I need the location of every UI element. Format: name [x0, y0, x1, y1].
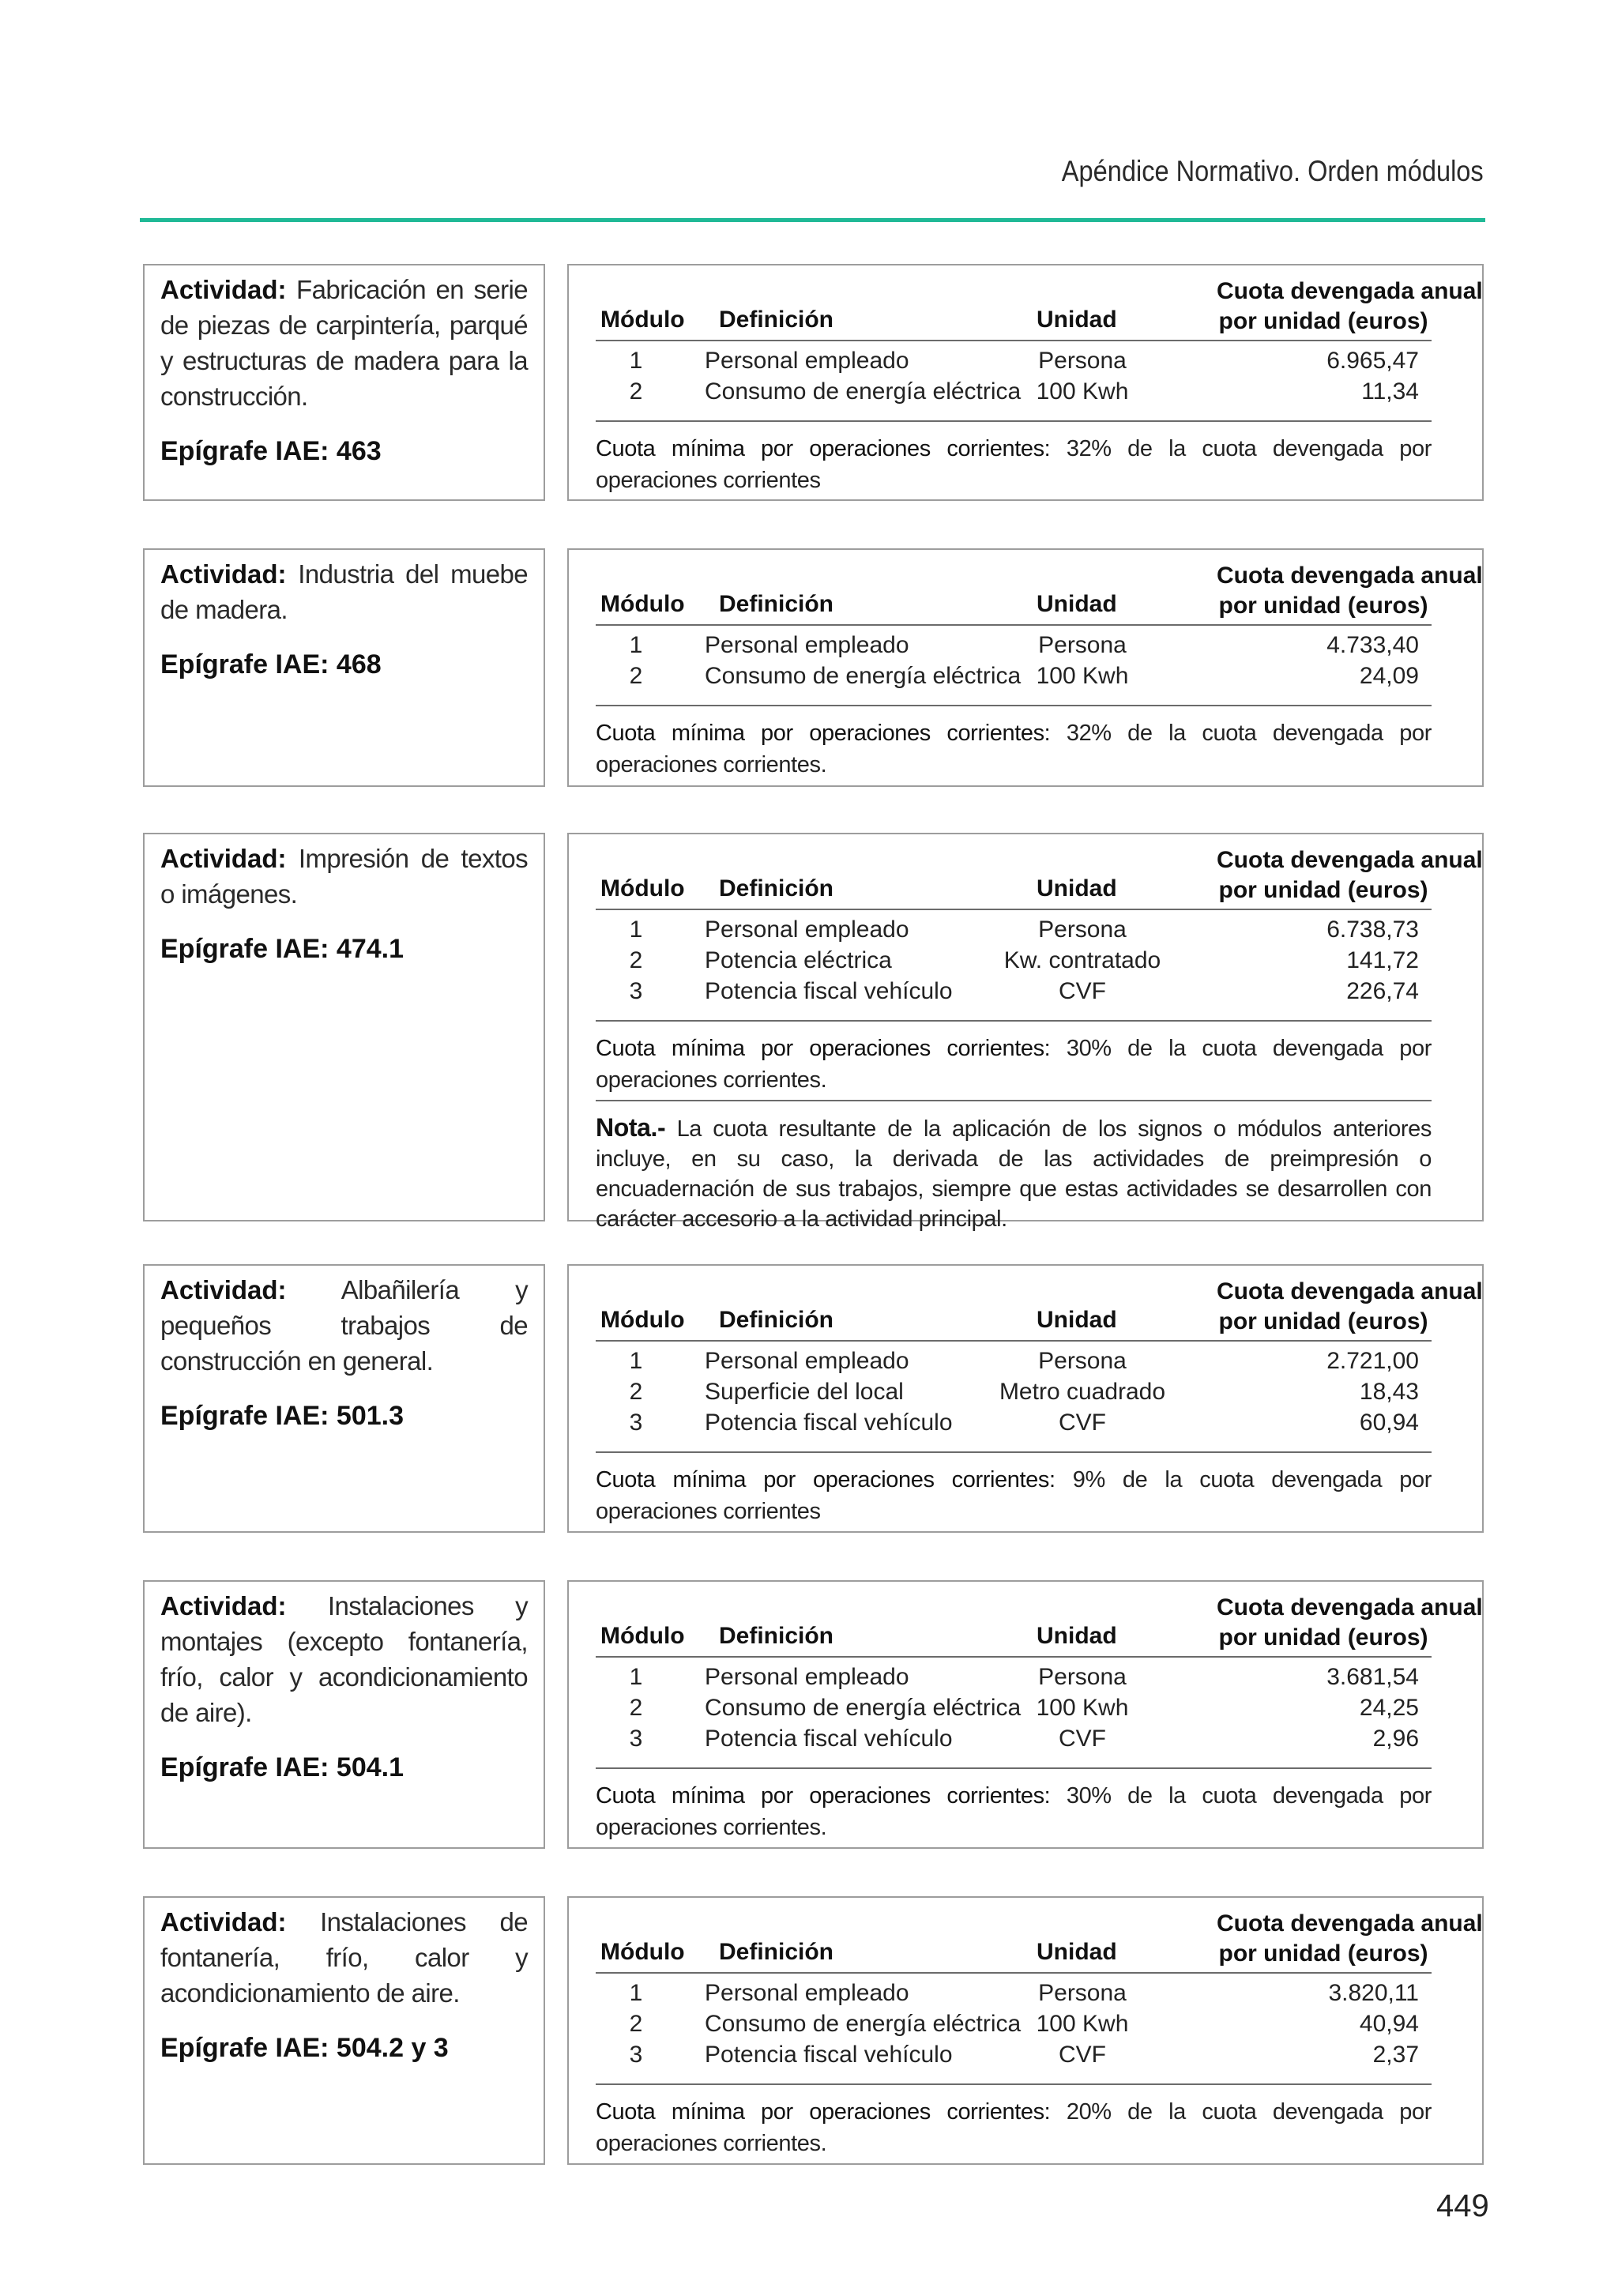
cuota-minima-text: 30% de la cuota devengada por operaciones corrientes. [596, 1783, 1432, 1840]
table-header [569, 834, 1482, 905]
modulo-definition: Personal empleado [705, 348, 909, 374]
table-header [569, 1898, 1482, 1969]
modulo-number: 2 [629, 378, 643, 405]
activity-description [160, 1272, 528, 1379]
header-definicion: Definición [719, 1623, 834, 1649]
modulo-unit: Persona [1038, 1664, 1127, 1690]
activity-description [160, 841, 528, 912]
modulo-cuota: 6.965,47 [1326, 348, 1419, 374]
table-header [569, 1266, 1482, 1337]
activity-box [143, 833, 545, 1221]
table-divider [596, 420, 1432, 422]
activity-box [143, 264, 545, 501]
modulo-unit: CVF [1059, 1410, 1106, 1436]
table-divider [596, 705, 1432, 706]
epigrafe-iae: Epígrafe IAE: 501.3 [160, 1401, 404, 1431]
cuota-minima-text: 30% de la cuota devengada por operaciones corrientes. [596, 1036, 1432, 1093]
header-definicion: Definición [719, 875, 834, 901]
header-cuota-line2: por unidad (euros) [1218, 1624, 1428, 1650]
epigrafe-iae: Epígrafe IAE: 463 [160, 436, 382, 466]
activity-description [160, 272, 528, 414]
modulo-number: 1 [629, 1348, 643, 1374]
modulos-table-box [567, 833, 1484, 1232]
table-row [569, 1695, 1482, 1726]
header-cuota-line2: por unidad (euros) [1218, 877, 1428, 903]
table-divider [596, 1451, 1432, 1453]
modulo-cuota: 3.681,54 [1326, 1664, 1419, 1690]
header-cuota [1217, 1593, 1483, 1653]
table-row [569, 1726, 1482, 1756]
modulo-cuota: 24,25 [1359, 1695, 1419, 1721]
modulo-cuota: 40,94 [1359, 2011, 1419, 2037]
table-row [569, 917, 1482, 947]
modulo-unit: CVF [1059, 978, 1106, 1004]
table-header [569, 1582, 1482, 1653]
table-row [569, 978, 1482, 1009]
modulo-cuota: 2,37 [1372, 2042, 1419, 2068]
activity-box [143, 1580, 545, 1849]
header-modulo: Módulo [600, 1623, 685, 1649]
modulo-number: 3 [629, 2042, 643, 2068]
table-divider [596, 1767, 1432, 1769]
modulo-definition: Consumo de energía eléctrica [705, 1695, 1022, 1721]
modulo-unit: Persona [1038, 632, 1127, 658]
modulo-definition: Personal empleado [705, 917, 909, 943]
modulo-definition: Personal empleado [705, 1348, 909, 1374]
modulo-definition: Personal empleado [705, 1664, 909, 1690]
header-cuota [1217, 277, 1483, 337]
modulo-definition: Personal empleado [705, 1980, 909, 2006]
cuota-minima [596, 717, 1432, 781]
activity-box [143, 548, 545, 787]
modulo-number: 1 [629, 1664, 643, 1690]
modulos-table-box [567, 264, 1484, 501]
nota-text [596, 1112, 1432, 1234]
activity-text: Instalaciones y montajes (excepto fontanería, frío, calor y acondicionamiento de aire). [160, 1591, 528, 1727]
header-cuota-line2: por unidad (euros) [1218, 308, 1428, 334]
activity-text: Fabricación en serie de piezas de carpintería, parqué y estructuras de madera para la construcción. [160, 275, 528, 411]
activity-label: Actividad: [160, 844, 287, 873]
header-cuota-line1: Cuota devengada anual [1217, 1278, 1483, 1304]
header-cuota-line2: por unidad (euros) [1218, 1940, 1428, 1967]
activity-section [0, 264, 1618, 501]
modulo-unit: 100 Kwh [1036, 2011, 1129, 2037]
header-unidad: Unidad [1037, 875, 1117, 901]
activity-text: Albañilería y pequeños trabajos de construcción en general. [160, 1275, 529, 1376]
modulo-number: 1 [629, 1980, 643, 2006]
activity-description [160, 1904, 528, 2011]
modulo-cuota: 60,94 [1359, 1410, 1419, 1436]
nota-body: La cuota resultante de la aplicación de los signos o módulos anteriores incluye, en su caso, la derivada de las actividades de preimpresión o encuadernación de sus trabajos, siempre que estas actividades se desarrollen con carácter accesorio a la actividad principal. [596, 1116, 1432, 1232]
header-rule [140, 218, 1485, 222]
modulo-unit: Kw. contratado [1003, 947, 1161, 973]
table-divider [596, 1100, 1432, 1101]
header-cuota-line2: por unidad (euros) [1218, 593, 1428, 619]
modulo-unit: Persona [1038, 1348, 1127, 1374]
table-row [569, 1379, 1482, 1410]
header-unidad: Unidad [1037, 307, 1117, 333]
table-row [569, 947, 1482, 978]
activity-section [0, 1264, 1618, 1533]
nota-label: Nota.- [596, 1113, 666, 1142]
table-header-rule [596, 1340, 1432, 1342]
cuota-minima-text: 9% de la cuota devengada por operaciones corrientes [596, 1467, 1432, 1524]
header-modulo: Módulo [600, 1307, 685, 1333]
header-cuota-line2: por unidad (euros) [1218, 1308, 1428, 1334]
activity-section [0, 1580, 1618, 1849]
table-divider [596, 2083, 1432, 2085]
activity-text: Impresión de textos o imágenes. [160, 844, 528, 909]
header-unidad: Unidad [1037, 1623, 1117, 1649]
header-definicion: Definición [719, 1939, 834, 1965]
table-header-rule [596, 1656, 1432, 1658]
cuota-minima [596, 1033, 1432, 1096]
modulo-definition: Consumo de energía eléctrica [705, 378, 1022, 405]
activity-label: Actividad: [160, 1907, 287, 1937]
running-header: Apéndice Normativo. Orden módulos [1062, 155, 1484, 187]
modulo-number: 3 [629, 978, 643, 1004]
epigrafe-iae: Epígrafe IAE: 504.1 [160, 1752, 404, 1782]
table-header-rule [596, 624, 1432, 626]
activity-box [143, 1264, 545, 1533]
epigrafe-iae: Epígrafe IAE: 468 [160, 649, 382, 679]
activity-description [160, 556, 528, 627]
cuota-minima-label: Cuota mínima por operaciones corrientes: [596, 2099, 1051, 2125]
modulo-unit: Persona [1038, 917, 1127, 943]
modulo-definition: Potencia fiscal vehículo [705, 1726, 953, 1752]
modulo-cuota: 2.721,00 [1326, 1348, 1419, 1374]
modulo-definition: Potencia eléctrica [705, 947, 892, 973]
modulo-definition: Superficie del local [705, 1379, 904, 1405]
modulo-cuota: 2,96 [1372, 1726, 1419, 1752]
header-modulo: Módulo [600, 591, 685, 617]
activity-label: Actividad: [160, 559, 287, 589]
modulo-number: 2 [629, 1695, 643, 1721]
modulo-unit: 100 Kwh [1036, 1695, 1129, 1721]
modulo-unit: CVF [1059, 2042, 1106, 2068]
activity-description [160, 1588, 528, 1730]
header-definicion: Definición [719, 307, 834, 333]
page-number: 449 [1436, 2189, 1489, 2223]
cuota-minima-label: Cuota mínima por operaciones corrientes: [596, 1783, 1051, 1809]
cuota-minima [596, 2096, 1432, 2159]
activity-label: Actividad: [160, 275, 287, 304]
cuota-minima-label: Cuota mínima por operaciones corrientes: [596, 436, 1051, 461]
table-row [569, 2011, 1482, 2042]
modulo-definition: Personal empleado [705, 632, 909, 658]
header-unidad: Unidad [1037, 1307, 1117, 1333]
activity-label: Actividad: [160, 1591, 287, 1620]
activity-text: Industria del muebe de madera. [160, 559, 528, 624]
header-cuota [1217, 1909, 1483, 1969]
modulo-unit: 100 Kwh [1036, 663, 1129, 689]
modulo-number: 1 [629, 348, 643, 374]
modulo-definition: Consumo de energía eléctrica [705, 2011, 1022, 2037]
header-cuota-line1: Cuota devengada anual [1217, 1594, 1483, 1620]
header-unidad: Unidad [1037, 591, 1117, 617]
table-divider [596, 1020, 1432, 1022]
modulo-cuota: 4.733,40 [1326, 632, 1419, 658]
table-header-rule [596, 909, 1432, 910]
modulo-unit: 100 Kwh [1036, 378, 1129, 405]
modulo-definition: Potencia fiscal vehículo [705, 2042, 953, 2068]
modulo-definition: Potencia fiscal vehículo [705, 1410, 953, 1436]
header-cuota [1217, 561, 1483, 621]
header-definicion: Definición [719, 591, 834, 617]
modulo-number: 2 [629, 2011, 643, 2037]
table-row [569, 632, 1482, 663]
modulo-number: 3 [629, 1410, 643, 1436]
cuota-minima-text: 20% de la cuota devengada por operaciones corrientes. [596, 2099, 1432, 2156]
cuota-minima-label: Cuota mínima por operaciones corrientes: [596, 721, 1051, 746]
header-cuota [1217, 1277, 1483, 1337]
modulo-number: 2 [629, 663, 643, 689]
modulo-unit: Persona [1038, 348, 1127, 374]
modulo-cuota: 6.738,73 [1326, 917, 1419, 943]
activity-box [143, 1896, 545, 2165]
cuota-minima-label: Cuota mínima por operaciones corrientes: [596, 1036, 1051, 1061]
header-unidad: Unidad [1037, 1939, 1117, 1965]
activity-section [0, 833, 1618, 1232]
cuota-minima [596, 1780, 1432, 1843]
header-cuota-line1: Cuota devengada anual [1217, 563, 1483, 589]
modulo-cuota: 3.820,11 [1328, 1980, 1419, 2006]
cuota-minima-text: 32% de la cuota devengada por operaciones corrientes. [596, 721, 1432, 777]
modulo-cuota: 24,09 [1359, 663, 1419, 689]
header-cuota-line1: Cuota devengada anual [1217, 1910, 1483, 1937]
modulo-unit: CVF [1059, 1726, 1106, 1752]
table-row [569, 1664, 1482, 1695]
modulo-number: 1 [629, 917, 643, 943]
header-cuota [1217, 845, 1483, 905]
table-header-rule [596, 1972, 1432, 1974]
table-row [569, 663, 1482, 694]
table-header [569, 265, 1482, 337]
table-row [569, 348, 1482, 378]
modulo-unit: Persona [1038, 1980, 1127, 2006]
header-modulo: Módulo [600, 307, 685, 333]
cuota-minima-label: Cuota mínima por operaciones corrientes: [596, 1467, 1055, 1492]
activity-label: Actividad: [160, 1275, 287, 1304]
table-row [569, 378, 1482, 409]
modulo-definition: Potencia fiscal vehículo [705, 978, 953, 1004]
modulo-cuota: 11,34 [1361, 378, 1419, 405]
modulo-cuota: 18,43 [1359, 1379, 1419, 1405]
cuota-minima [596, 433, 1432, 496]
table-row [569, 1410, 1482, 1440]
header-cuota-line1: Cuota devengada anual [1217, 847, 1483, 873]
modulo-unit: Metro cuadrado [999, 1379, 1166, 1405]
modulo-number: 2 [629, 947, 643, 973]
header-definicion: Definición [719, 1307, 834, 1333]
modulo-number: 2 [629, 1379, 643, 1405]
modulos-table-box [567, 1896, 1484, 2165]
cuota-minima [596, 1464, 1432, 1527]
epigrafe-iae: Epígrafe IAE: 474.1 [160, 934, 404, 964]
header-modulo: Módulo [600, 875, 685, 901]
cuota-minima-text: 32% de la cuota devengada por operaciones corrientes [596, 436, 1432, 493]
modulos-table-box [567, 1264, 1484, 1533]
modulos-table-box [567, 1580, 1484, 1849]
table-row [569, 1980, 1482, 2011]
table-header-rule [596, 340, 1432, 341]
epigrafe-iae: Epígrafe IAE: 504.2 y 3 [160, 2033, 449, 2063]
modulo-cuota: 141,72 [1346, 947, 1419, 973]
modulo-cuota: 226,74 [1346, 978, 1419, 1004]
modulo-number: 3 [629, 1726, 643, 1752]
table-row [569, 1348, 1482, 1379]
activity-section [0, 548, 1618, 787]
modulo-definition: Consumo de energía eléctrica [705, 663, 1022, 689]
table-header [569, 550, 1482, 621]
activity-section [0, 1896, 1618, 2165]
modulo-number: 1 [629, 632, 643, 658]
modulos-table-box [567, 548, 1484, 787]
activity-text: Instalaciones de fontanería, frío, calor y acondicionamiento de aire. [160, 1907, 528, 2008]
header-modulo: Módulo [600, 1939, 685, 1965]
table-row [569, 2042, 1482, 2072]
header-cuota-line1: Cuota devengada anual [1217, 278, 1483, 304]
